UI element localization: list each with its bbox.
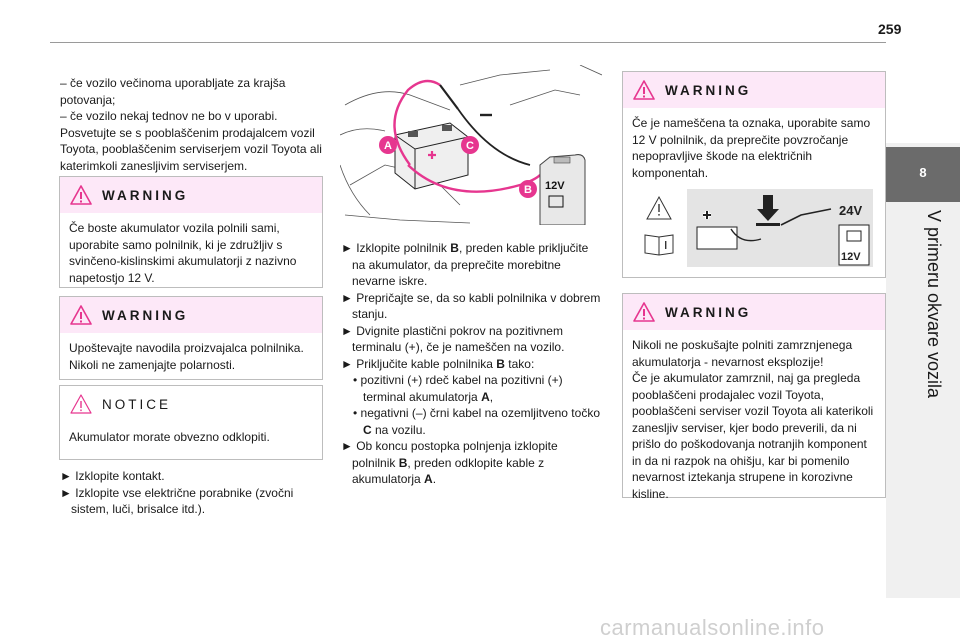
notice-box (59, 385, 323, 460)
label-voltage-24v: 24V (839, 203, 863, 218)
warning-header (60, 297, 322, 333)
warning-triangle-icon (633, 302, 655, 322)
instruction-text: ► Ob koncu postopka polnjenja izklopite polnilnik (341, 439, 558, 470)
page-number: 259 (878, 21, 902, 37)
instruction-text: na vozilu. (371, 422, 426, 437)
notice-triangle-icon (70, 394, 92, 414)
warning-triangle-icon (633, 80, 655, 100)
warning-box-charger (59, 176, 323, 288)
instruction-text: ► Priključite kable polnilnika (341, 356, 497, 371)
instruction-subitem (341, 405, 603, 438)
charger (540, 155, 585, 225)
warning-header (60, 177, 322, 213)
middle-instructions (341, 240, 603, 488)
warning-header (623, 72, 885, 108)
warning-box-polarity (59, 296, 323, 380)
intro-line: – če vozilo večinoma uporabljate za krajša potovanja; (60, 76, 286, 107)
callout-c-label: C (466, 140, 474, 152)
instruction-item (341, 323, 603, 356)
warning-triangle-icon (70, 185, 92, 205)
reference-letter: C (363, 422, 372, 437)
intro-line: – če vozilo nekaj tednov ne bo v uporabi. (60, 109, 278, 123)
instruction-text: ► Prepričajte se, da so kabli polnilnika v dobrem stanju. (341, 290, 601, 321)
reference-letter: B (496, 356, 505, 371)
left-steps (60, 468, 322, 518)
instruction-text: . (432, 472, 437, 486)
step-item: ► Izklopite vse električne porabnike (zvočni sistem, luči, brisalce itd.). (60, 485, 294, 516)
warning-text: Če boste akumulator vozila polnili sami, uporabite samo polnilnik, ki je združljiv s svinčeno-kislinskimi akumulatorji z nazivno napetostjo 12 V. (69, 221, 297, 285)
warning-body (623, 330, 885, 509)
charger-label-image (631, 185, 877, 269)
instruction-text: , preden odklopite kable z akumulatorja (352, 455, 545, 486)
header-divider (50, 42, 886, 43)
instruction-text: , preden kable priključite na akumulator, da preprečite morebitne nevarne iskre. (352, 241, 589, 288)
instruction-subitem (341, 372, 603, 405)
notice-text: Akumulator morate obvezno odklopiti. (69, 430, 270, 444)
instruction-item (341, 356, 603, 373)
warning-label: WARNING (665, 304, 752, 320)
notice-label: NOTICE (102, 396, 172, 412)
label-voltage-12v: 12V (841, 251, 861, 263)
step-item: ► Izklopite kontakt. (60, 469, 165, 483)
warning-label: WARNING (102, 307, 189, 323)
warning-text: Če je nameščena ta oznaka, uporabite samo 12 V polnilnik, da preprečite povzročanje nepopravljive škode na električnih komponentah. (632, 116, 871, 180)
watermark: carmanualsonline.info (600, 615, 825, 640)
callout-a-label: A (384, 140, 392, 152)
callout-b-label: B (524, 184, 532, 196)
instruction-text: • negativni (–) črni kabel na ozemljitveno točko (353, 406, 600, 420)
warning-label: WARNING (102, 187, 189, 203)
intro-line: Posvetujte se s pooblaščenim prodajalcem vozil Toyota, pooblaščenim serviserjem vozil Toyota ali katerimkoli zanesljivim serviserjem. (60, 125, 322, 173)
chapter-title: V primeru okvare vozila (924, 210, 944, 399)
instruction-item (341, 240, 603, 290)
reference-letter: B (398, 455, 408, 470)
battery-charging-illustration (340, 65, 602, 225)
instruction-text: • pozitivni (+) rdeč kabel na pozitivni (+) terminal akumulatorja (353, 373, 563, 404)
reference-letter: A (424, 472, 433, 486)
warning-line: Če je akumulator zamrznil, naj ga pregleda pooblaščeni prodajalec vozil Toyota, pooblaščeni serviser vozil Toyota ali katerikoli zanesljiv serviser, kjer bodo preverili, da ni prišlo do poškodovanja notranjih komponent in da ni razpok na ohišju, kar bi pomenilo nevarnost iztekanja strupene in korozivne kisline. (632, 371, 874, 501)
instruction-text: , (489, 389, 494, 404)
notice-header (60, 386, 322, 422)
left-intro (60, 75, 322, 174)
warning-box-frozen-battery (622, 293, 886, 501)
charger-voltage-label: 12V (545, 180, 565, 192)
instruction-text: ► Dvignite plastični pokrov na pozitivnem terminalu (+), če je nameščen na vozilo. (341, 323, 565, 354)
instruction-text: ► Izklopite polnilnik (341, 241, 451, 255)
warning-box-12v-label (622, 71, 886, 278)
reference-letter: B (450, 241, 459, 255)
instruction-text: tako: (504, 356, 535, 371)
warning-triangle-icon (70, 305, 92, 325)
reference-letter: A (481, 389, 490, 404)
warning-line: Nikoli ne poskušajte polniti zamrznjenega akumulatorja - nevarnost eksplozije! (632, 338, 853, 369)
instruction-item (341, 290, 603, 323)
instruction-item (341, 438, 603, 488)
chapter-number-badge: 8 (886, 147, 960, 202)
warning-header (623, 294, 885, 330)
warning-text: Upoštevajte navodila proizvajalca polnilnika. Nikoli ne zamenjajte polarnosti. (69, 341, 304, 372)
warning-label: WARNING (665, 82, 752, 98)
